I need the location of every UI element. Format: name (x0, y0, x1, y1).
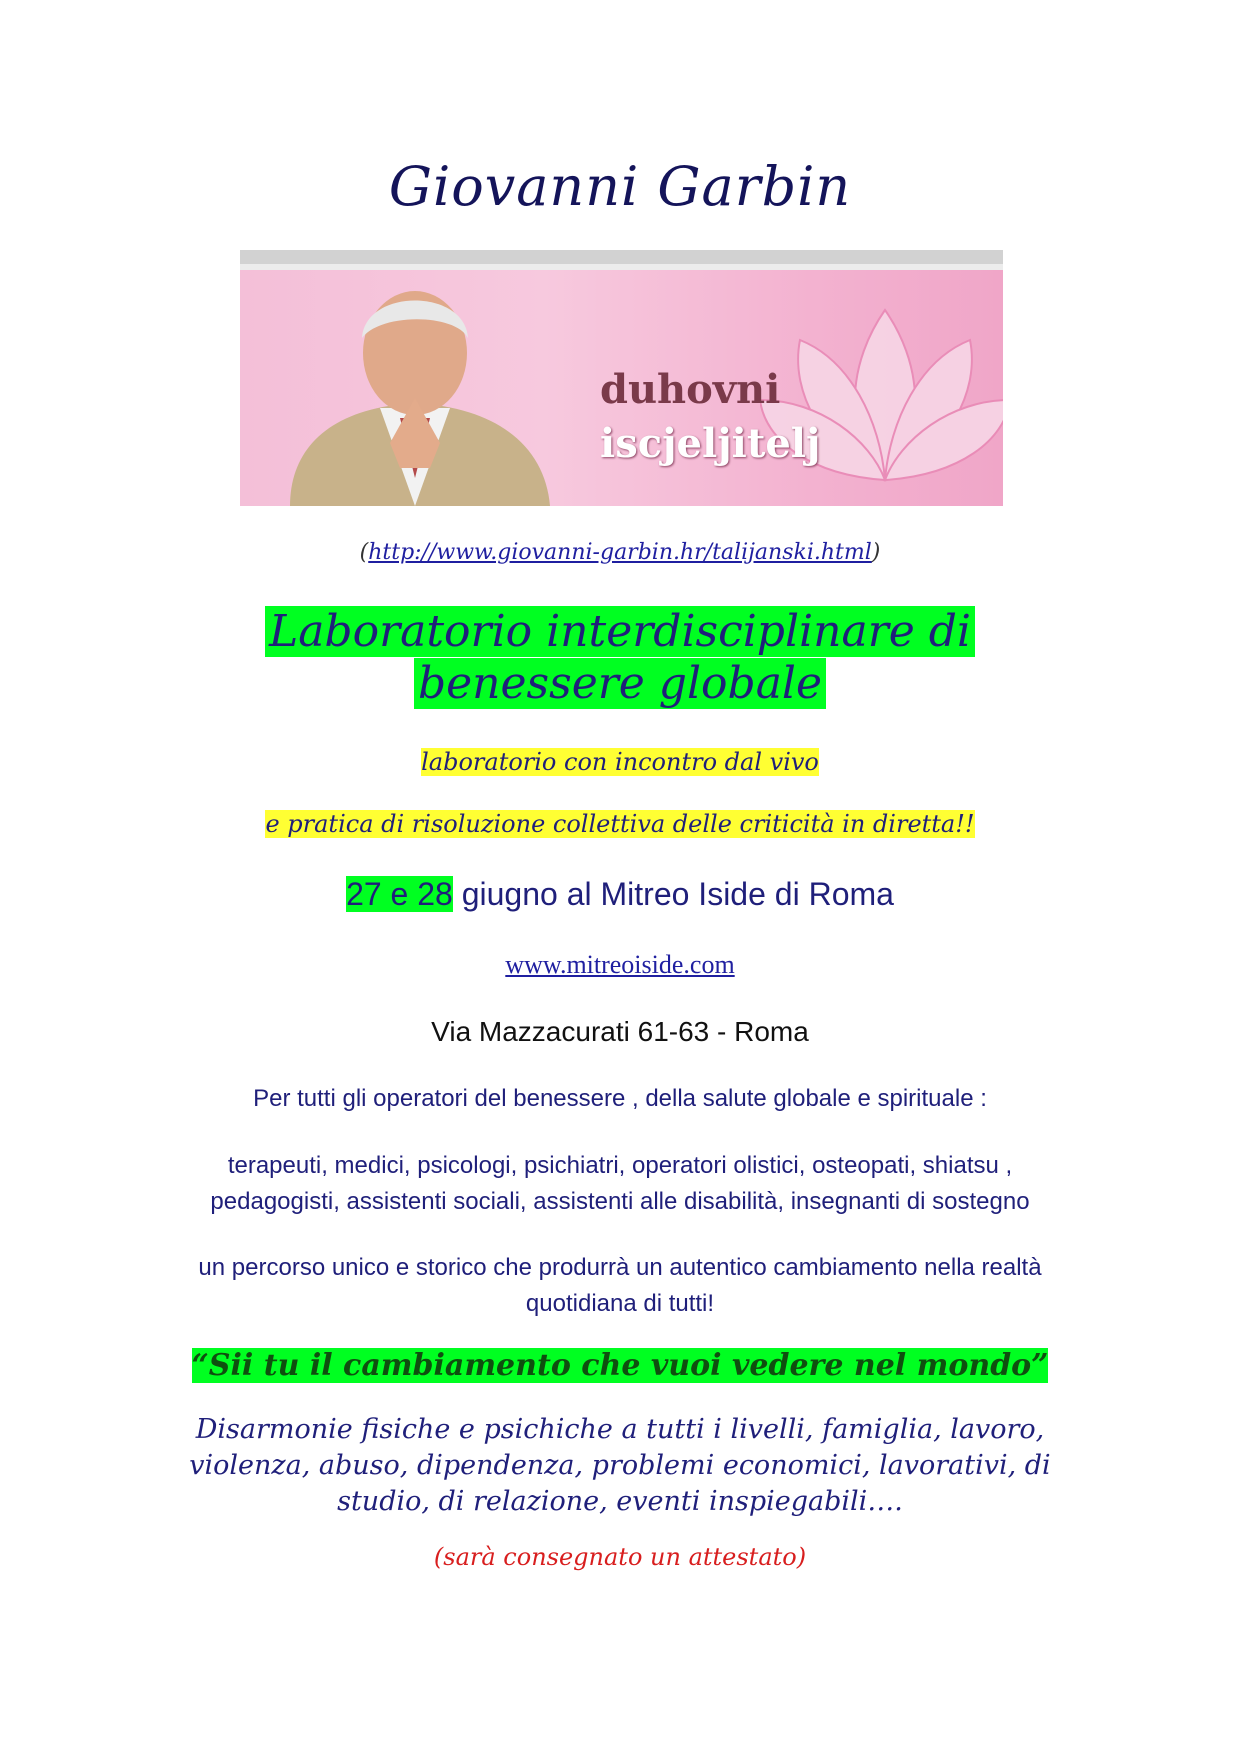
website-line (0, 950, 1240, 980)
address: Via Mazzacurati 61-63 - Roma (431, 1016, 809, 1047)
url-open-paren: ( (359, 540, 369, 565)
certificate-note: (sarà consegnato un attestato) (433, 1543, 807, 1571)
lab-title (0, 606, 1240, 710)
quote (0, 1348, 1240, 1383)
disharmonies-line1: Disarmonie fisiche e psichiche a tutti i livelli, famiglia, lavoro, (195, 1414, 1045, 1445)
audience-roles (0, 1148, 1240, 1220)
portrait-photo (270, 278, 560, 506)
banner-text-line2: iscjeljitelj (600, 420, 821, 467)
lab-title-line2: benessere globale (414, 658, 826, 709)
quote-text: “Sii tu il cambiamento che vuoi vedere nel mondo” (191, 1348, 1049, 1383)
url-close-paren: ) (871, 540, 881, 565)
banner-top-bar-light (240, 264, 1003, 270)
subtitle-practice-text: e pratica di risoluzione collettiva delle criticità in diretta!! (265, 810, 975, 838)
journey-line2: quotidiana di tutti! (525, 1290, 715, 1317)
source-url-line (0, 540, 1240, 565)
disharmonies-line2: violenza, abuso, dipendenza, problemi economici, lavorativi, di (189, 1450, 1051, 1481)
event-dates (0, 876, 1240, 913)
banner-top-bar (240, 250, 1003, 264)
banner-text-line1: duhovni (600, 366, 781, 413)
subtitle-live-text: laboratorio con incontro dal vivo (421, 748, 819, 776)
roles-line2: pedagogisti, assistenti sociali, assistenti alle disabilità, insegnanti di sostegno (210, 1188, 1030, 1215)
audience-intro: Per tutti gli operatori del benessere , della salute globale e spirituale : (253, 1085, 987, 1112)
lab-title-line1: Laboratorio interdisciplinare di (265, 606, 975, 657)
page-title: Giovanni Garbin (388, 155, 852, 218)
subtitle-practice (0, 810, 1240, 838)
journey-text (0, 1250, 1240, 1322)
disharmonies-text (0, 1412, 1240, 1520)
subtitle-live (0, 748, 1240, 776)
dates-rest: giugno al Mitreo Iside di Roma (452, 876, 894, 912)
dates-highlight: 27 e 28 (346, 876, 453, 912)
roles-line1: terapeuti, medici, psicologi, psichiatri, operatori olistici, osteopati, shiatsu , (227, 1152, 1013, 1179)
source-url-link[interactable]: http://www.giovanni-garbin.hr/talijanski.html (368, 540, 872, 565)
website-link[interactable]: www.mitreoiside.com (505, 950, 735, 979)
journey-line1: un percorso unico e storico che produrrà un autentico cambiamento nella realtà (198, 1254, 1042, 1281)
banner-image (240, 250, 1003, 506)
disharmonies-line3: studio, di relazione, eventi inspiegabili…. (337, 1486, 903, 1517)
